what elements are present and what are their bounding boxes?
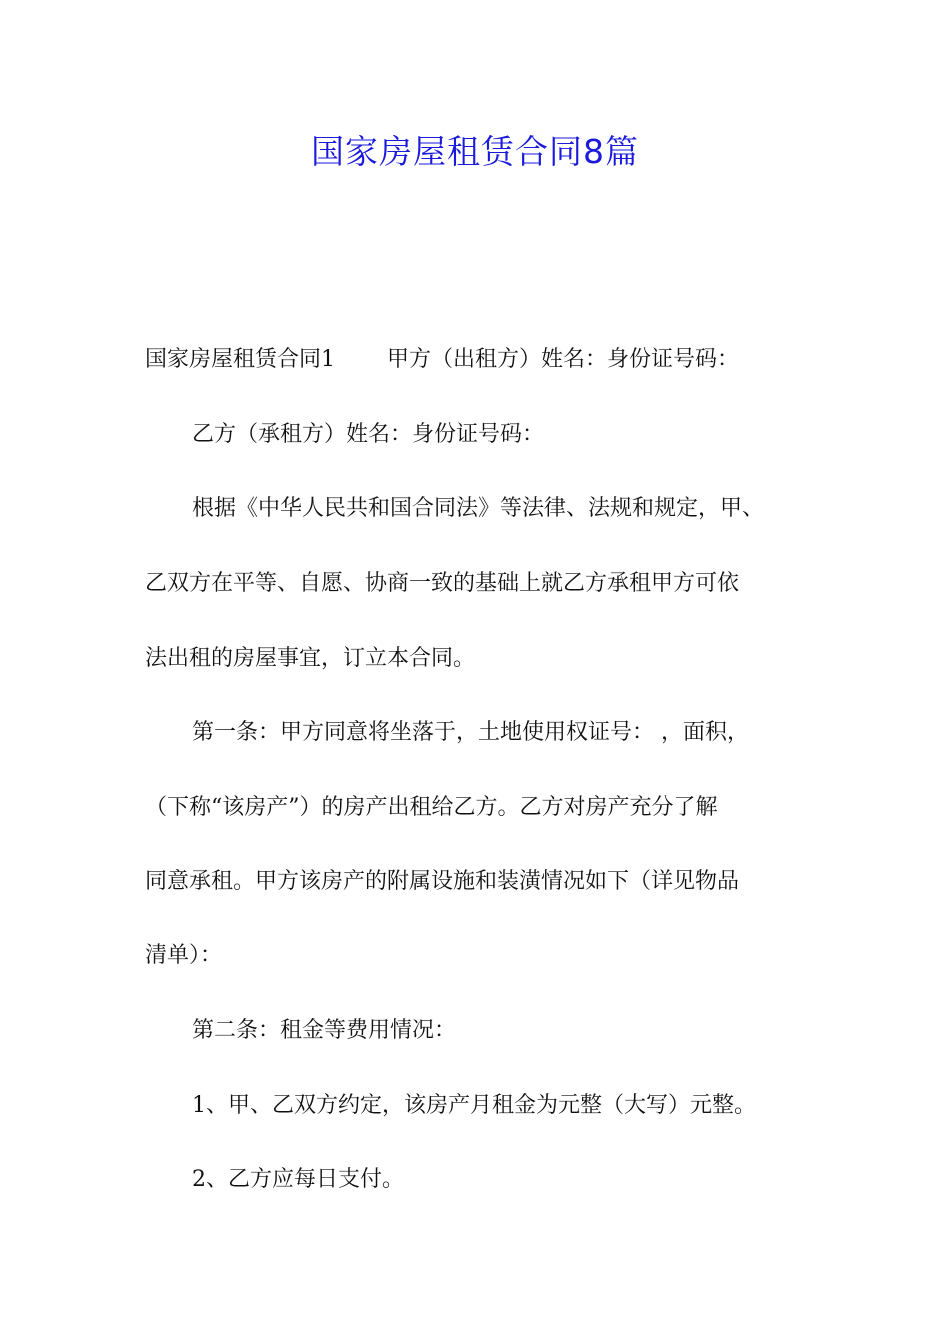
article-one-line: 第一条：甲方同意将坐落于，土地使用权证号： ，面积， <box>192 720 749 745</box>
clause-2-line: 2、乙方应每日支付。 <box>192 1167 404 1192</box>
paragraph-line: 法出租的房屋事宜，订立本合同。 <box>145 646 476 671</box>
paragraph-line: 清单）： <box>145 943 223 968</box>
paragraph-line: 同意承租。甲方该房产的附属设施和装潢情况如下（详见物品 <box>145 869 740 894</box>
contract-number-label: 国家房屋租赁合同1 <box>145 347 335 372</box>
paragraph-line: 根据《中华人民共和国合同法》等法律、法规和规定，甲、 <box>192 496 765 521</box>
document-title: 国家房屋租赁合同8篇 <box>311 132 639 171</box>
party-a-line: 甲方（出租方）姓名：身份证号码： <box>387 347 740 372</box>
party-b-line: 乙方（承租方）姓名：身份证号码： <box>192 422 545 447</box>
clause-1-line: 1、甲、乙双方约定，该房产月租金为元整（大写）元整。 <box>192 1093 756 1118</box>
paragraph-line: （下称“该房产”）的房产出租给乙方。乙方对房产充分了解 <box>145 795 718 820</box>
article-two-line: 第二条：租金等费用情况： <box>192 1018 457 1043</box>
paragraph-line: 乙双方在平等、自愿、协商一致的基础上就乙方承租甲方可依 <box>145 571 740 596</box>
contract-heading-line <box>145 344 739 376</box>
